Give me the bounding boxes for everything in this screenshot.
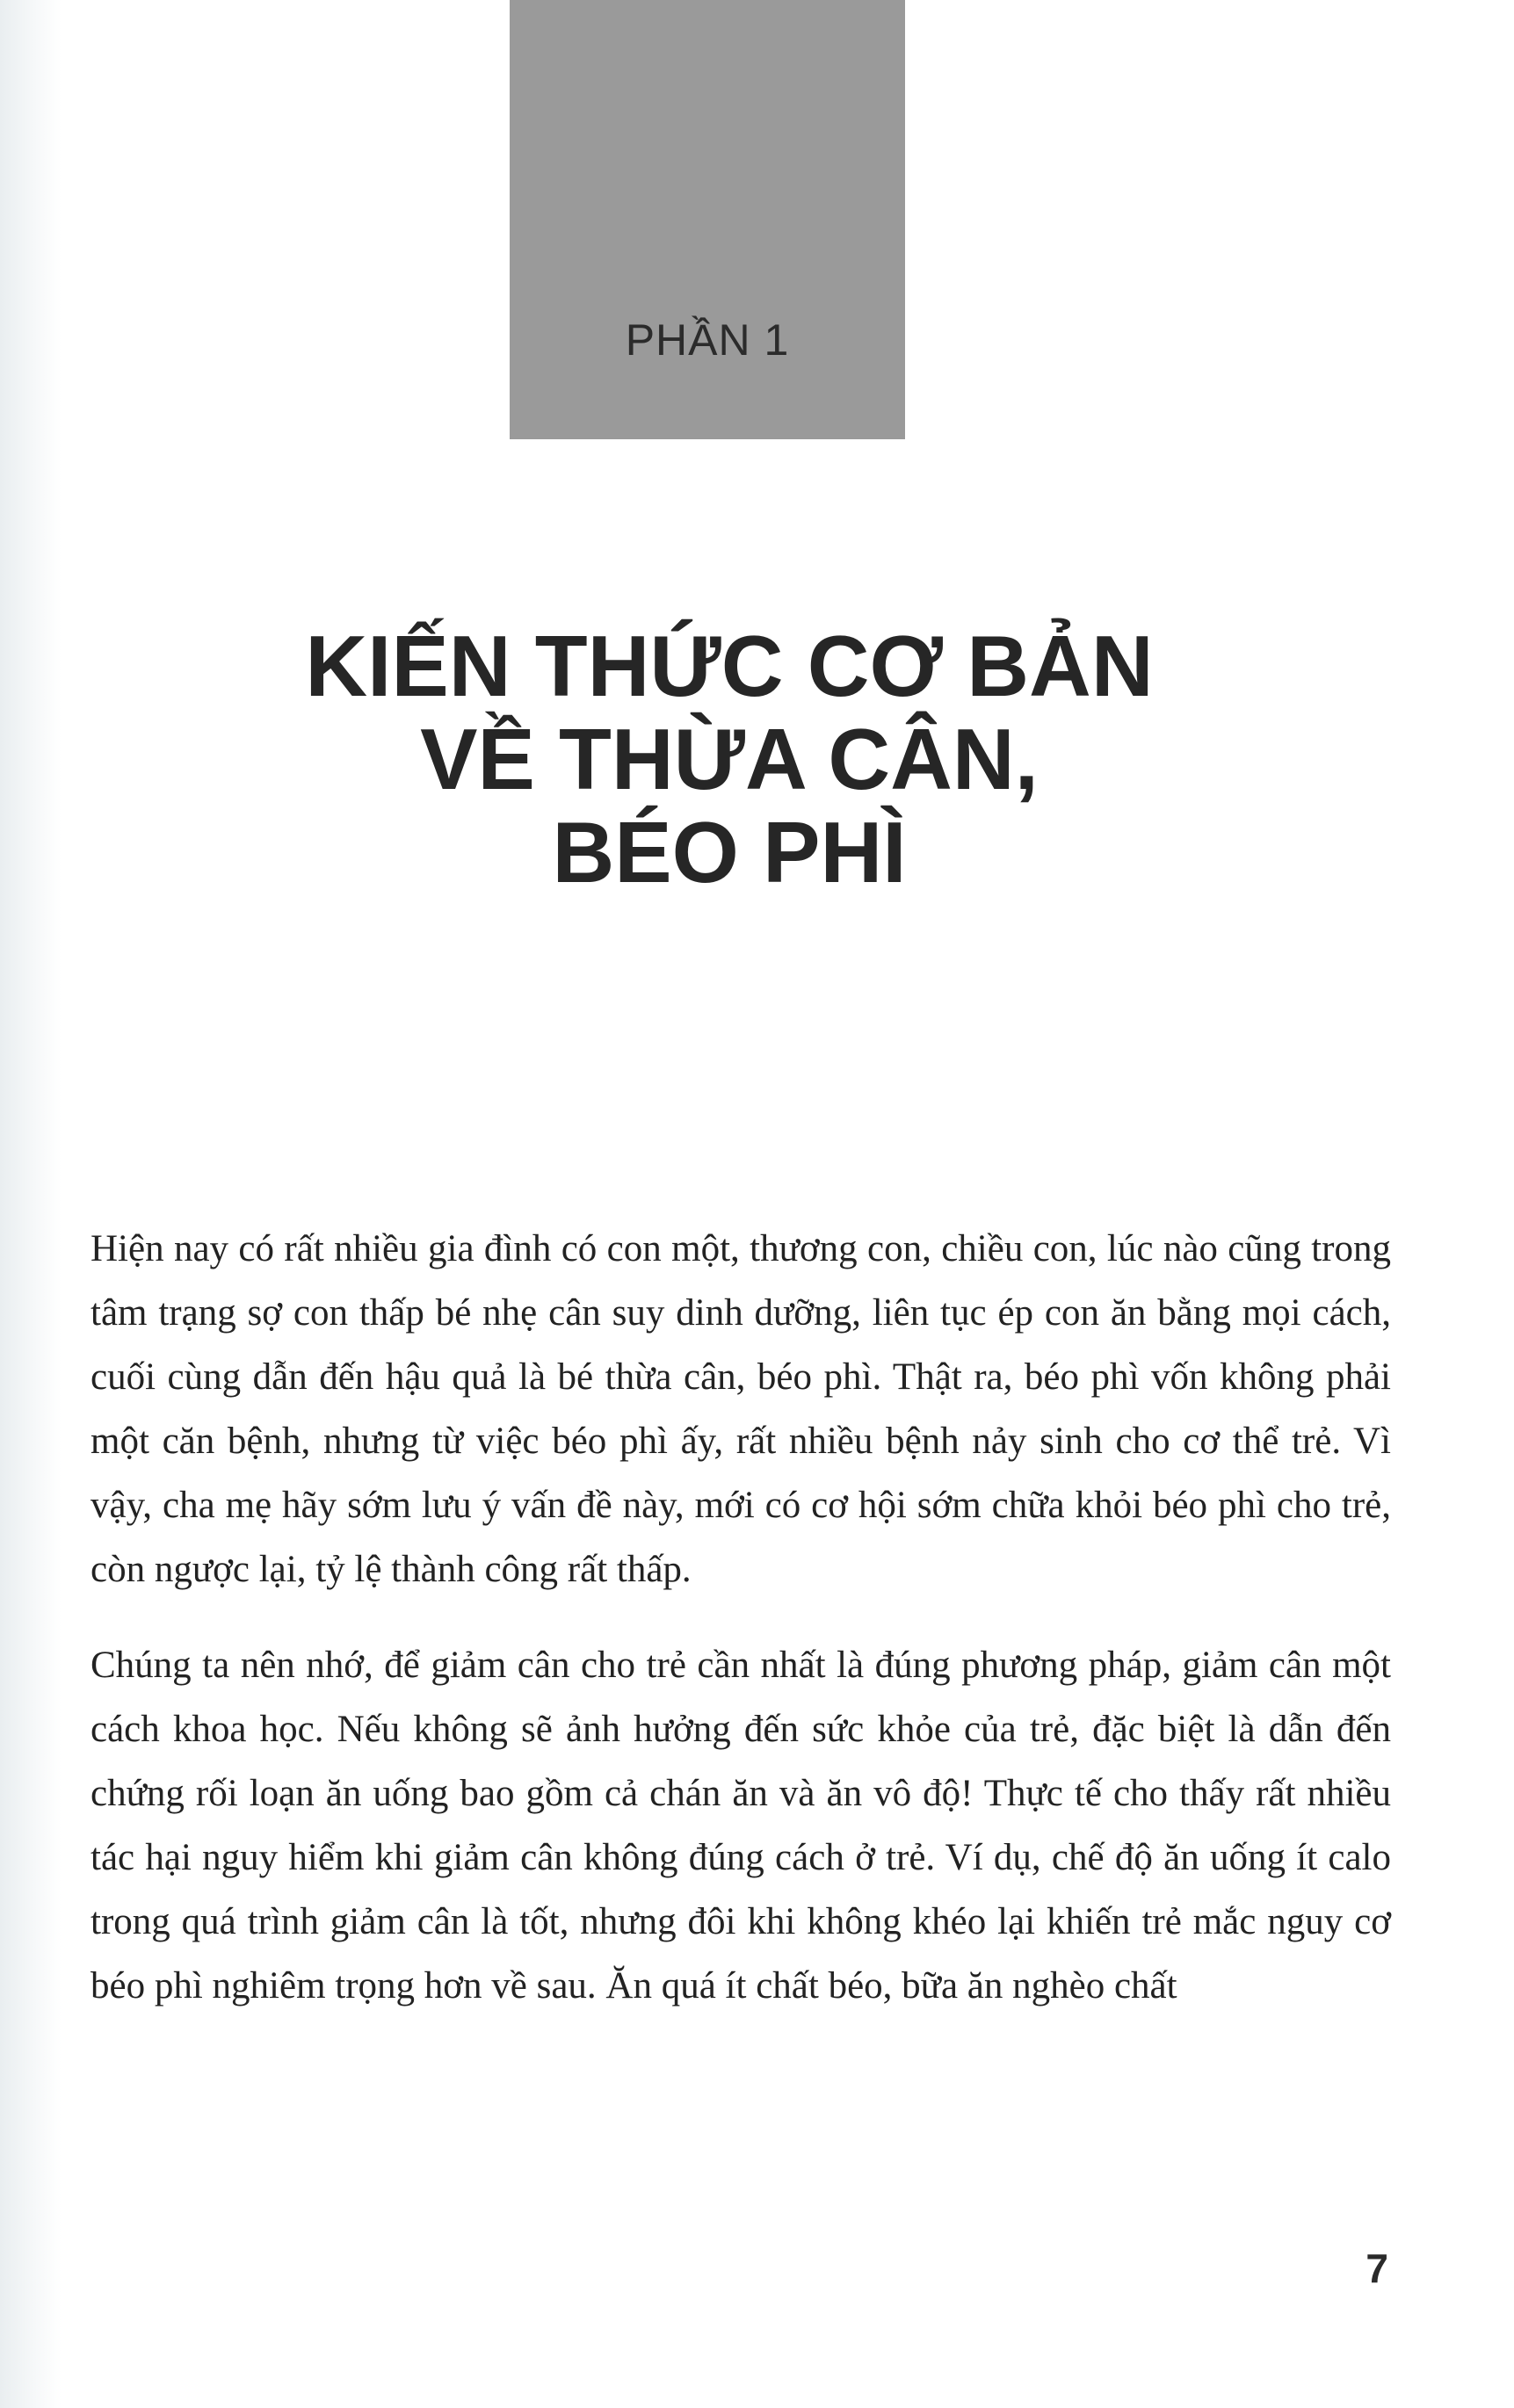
body-text <box>91 1217 1391 2050</box>
chapter-title-line-1: KIẾN THỨC CƠ BẢN <box>305 618 1154 714</box>
chapter-title <box>158 619 1300 899</box>
page-number: 7 <box>1365 2245 1388 2291</box>
part-header-box <box>510 0 905 439</box>
paragraph-2: Chúng ta nên nhớ, để giảm cân cho trẻ cần nhất là đúng phương pháp, giảm cân một cách khoa học. Nếu không sẽ ảnh hưởng đến sức khỏe của trẻ, đặc biệt là dẫn đến chứng rối loạn ăn uống bao gồm cả chán ăn và ăn vô độ! Thực tế cho thấy rất nhiều tác hại nguy hiểm khi giảm cân không đúng cách ở trẻ. Ví dụ, chế độ ăn uống ít calo trong quá trình giảm cân là tốt, nhưng đôi khi không khéo lại khiến trẻ mắc nguy cơ béo phì nghiêm trọng hơn về sau. Ăn quá ít chất béo, bữa ăn nghèo chất <box>91 1645 1391 2007</box>
page-edge-shadow <box>0 0 62 2408</box>
chapter-title-line-3: BÉO PHÌ <box>552 804 907 900</box>
chapter-title-line-2: VỀ THỪA CÂN, <box>420 711 1039 807</box>
part-label: PHẦN 1 <box>625 315 790 365</box>
paragraph-1: Hiện nay có rất nhiều gia đình có con một, thương con, chiều con, lúc nào cũng trong tâm trạng sợ con thấp bé nhẹ cân suy dinh dưỡng, liên tục ép con ăn bằng mọi cách, cuối cùng dẫn đến hậu quả là bé thừa cân, béo phì. Thật ra, béo phì vốn không phải một căn bệnh, nhưng từ việc béo phì ấy, rất nhiều bệnh nảy sinh cho cơ thể trẻ. Vì vậy, cha mẹ hãy sớm lưu ý vấn đề này, mới có cơ hội sớm chữa khỏi béo phì cho trẻ, còn ngược lại, tỷ lệ thành công rất thấp. <box>91 1228 1391 1590</box>
